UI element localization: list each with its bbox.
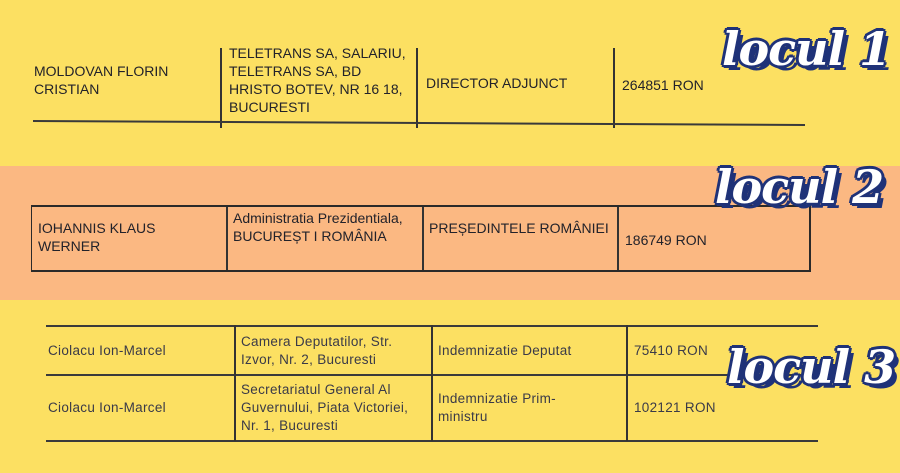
cell-amount: 264851 RON <box>622 77 704 93</box>
cell-role: PREȘEDINTELE ROMÂNIEI <box>429 220 609 236</box>
cell-name: IOHANNIS KLAUS WERNER <box>38 220 156 254</box>
locul-2-tag: locul 2 <box>715 160 884 214</box>
column-divider <box>226 207 228 270</box>
column-divider <box>220 48 222 128</box>
column-divider <box>626 325 628 441</box>
cell-role: Indemnizatie Prim-ministru <box>438 391 556 424</box>
column-divider <box>416 48 418 128</box>
cell-name: Ciolacu Ion-Marcel <box>48 400 166 415</box>
cell-amount: 186749 RON <box>625 232 707 248</box>
cell-role: Indemnizatie Deputat <box>438 343 572 358</box>
locul-3-tag: locul 3 <box>727 340 896 394</box>
cell-source: Administratia Prezidentiala, BUCUREȘT I ROMÂNIA <box>233 210 403 244</box>
column-divider <box>234 325 236 441</box>
cell-amount: 75410 RON <box>634 343 708 358</box>
locul-1-tag: locul 1 <box>722 22 891 76</box>
column-divider <box>422 207 424 270</box>
cell-name: MOLDOVAN FLORIN CRISTIAN <box>34 63 169 97</box>
cell-source: Camera Deputatilor, Str. Izvor, Nr. 2, Bucuresti <box>241 334 393 367</box>
cell-source: Secretariatul General Al Guvernului, Piata Victoriei, Nr. 1, Bucuresti <box>241 382 409 433</box>
cell-source: TELETRANS SA, SALARIU, TELETRANS SA, BD HRISTO BOTEV, NR 16 18, BUCURESTI <box>229 45 406 115</box>
column-divider <box>617 207 619 270</box>
column-divider <box>613 48 615 128</box>
cell-name: Ciolacu Ion-Marcel <box>48 343 166 358</box>
column-divider <box>431 325 433 441</box>
cell-amount: 102121 RON <box>634 400 716 415</box>
cell-role: DIRECTOR ADJUNCT <box>426 75 568 91</box>
